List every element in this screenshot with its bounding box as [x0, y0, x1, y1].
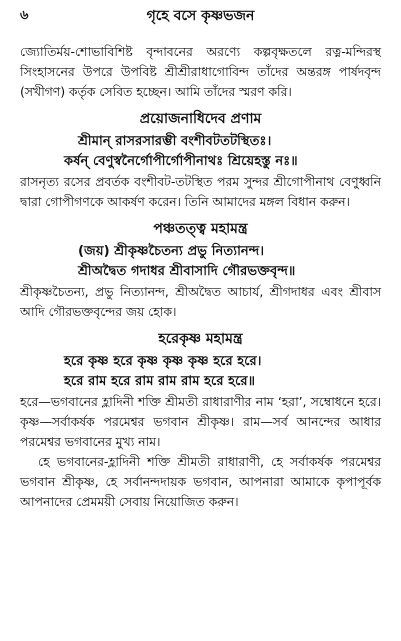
verse-line: (জয়) শ্রীকৃষ্ণচৈতন্য প্রভু নিত্যানন্দ। — [78, 244, 265, 259]
verse-translation: হে ভগবানের-হ্লাদিনী শক্তি শ্রীমতী রাধারাণী, হে সর্বাকর্ষক পরমেশ্বর ভগবান শ্রীকৃষ্ণ, হে সর্বানন্দদায়ক ভগবান, আপনারা আমাকে কৃপাপূর্বক আপনাদের প্রেমময়ী সেবায় নিয়োজিত করুন। — [20, 454, 381, 509]
section-prayojana — [20, 108, 381, 212]
verse-translation: শ্রীকৃষ্ণচৈতন্য, প্রভু নিত্যানন্দ, শ্রীঅদ্বৈত আচার্য, শ্রীগদাধর এবং শ্রীবাস আদি গৌরভক্তবৃন্দের জয় হোক। — [20, 284, 381, 319]
section-heading: হরেকৃষ্ণ মহামন্ত্র — [158, 331, 243, 347]
verse-line: হরে রাম হরে রাম রাম রাম হরে হরে॥ — [64, 374, 256, 389]
section-heading: প্রয়োজনাধিদেব প্রণাম — [139, 111, 262, 127]
verse-line: শ্রীঅদ্বৈত গদাধর শ্রীবাসাদি গৌরভক্তবৃন্দ॥ — [78, 264, 296, 279]
verse-line: কর্ষন্‌ বেণুস্বনৈর্গোপীর্গোপীনাথঃ শ্রিয়েহস্তু নঃ॥ — [64, 154, 298, 169]
verse-translation: রাসনৃত্য রসের প্রবর্তক বংশীবট-তটস্থিত পরম সুন্দর শ্রীগোপীনাথ বেণুধ্বনি দ্বারা গোপীগণকে আকর্ষণ করেন। তিনি আমাদের মঙ্গল বিধান করুন। — [20, 174, 381, 209]
section-heading: পঞ্চতত্ত্ব মহামন্ত্র — [153, 221, 248, 237]
section-panchatattva — [20, 218, 381, 322]
intro-paragraph: জ্যোতির্ময়-শোভাবিশিষ্ট বৃন্দাবনের অরণ্যে কল্পবৃক্ষতলে রত্ন-মন্দিরস্থ সিংহাসনের উপরে উপবিষ্ট শ্রীশ্রীরাধাগোবিন্দ তাঁদের অন্তরঙ্গ পার্ষদবৃন্দ (সখীগণ) কর্তৃক সেবিত হচ্ছেন। আমি তাঁদের স্মরণ করি। — [20, 44, 381, 99]
word-meaning: হরে—ভগবানের হ্লাদিনী শক্তি শ্রীমতী রাধারাণীর নাম ‘হরা’, সম্বোধনে হরে। কৃষ্ণ—সর্বাকর্ষক পরমেশ্বর ভগবান শ্রীকৃষ্ণ। রাম—সর্ব আনন্দের আধার পরমেশ্বর ভগবানের মুখ্য নাম। — [20, 394, 381, 449]
page-number: ৬ — [20, 8, 29, 23]
page-header — [20, 6, 381, 28]
verse-line: শ্রীমান্‌ রাসরসারম্ভী বংশীবটতটস্থিতঃ। — [78, 134, 272, 149]
verse-line: হরে কৃষ্ণ হরে কৃষ্ণ কৃষ্ণ কৃষ্ণ হরে হরে। — [64, 354, 262, 369]
running-title: গৃহে বসে কৃষ্ণভজন — [146, 8, 255, 24]
section-harekrishna — [20, 328, 381, 512]
